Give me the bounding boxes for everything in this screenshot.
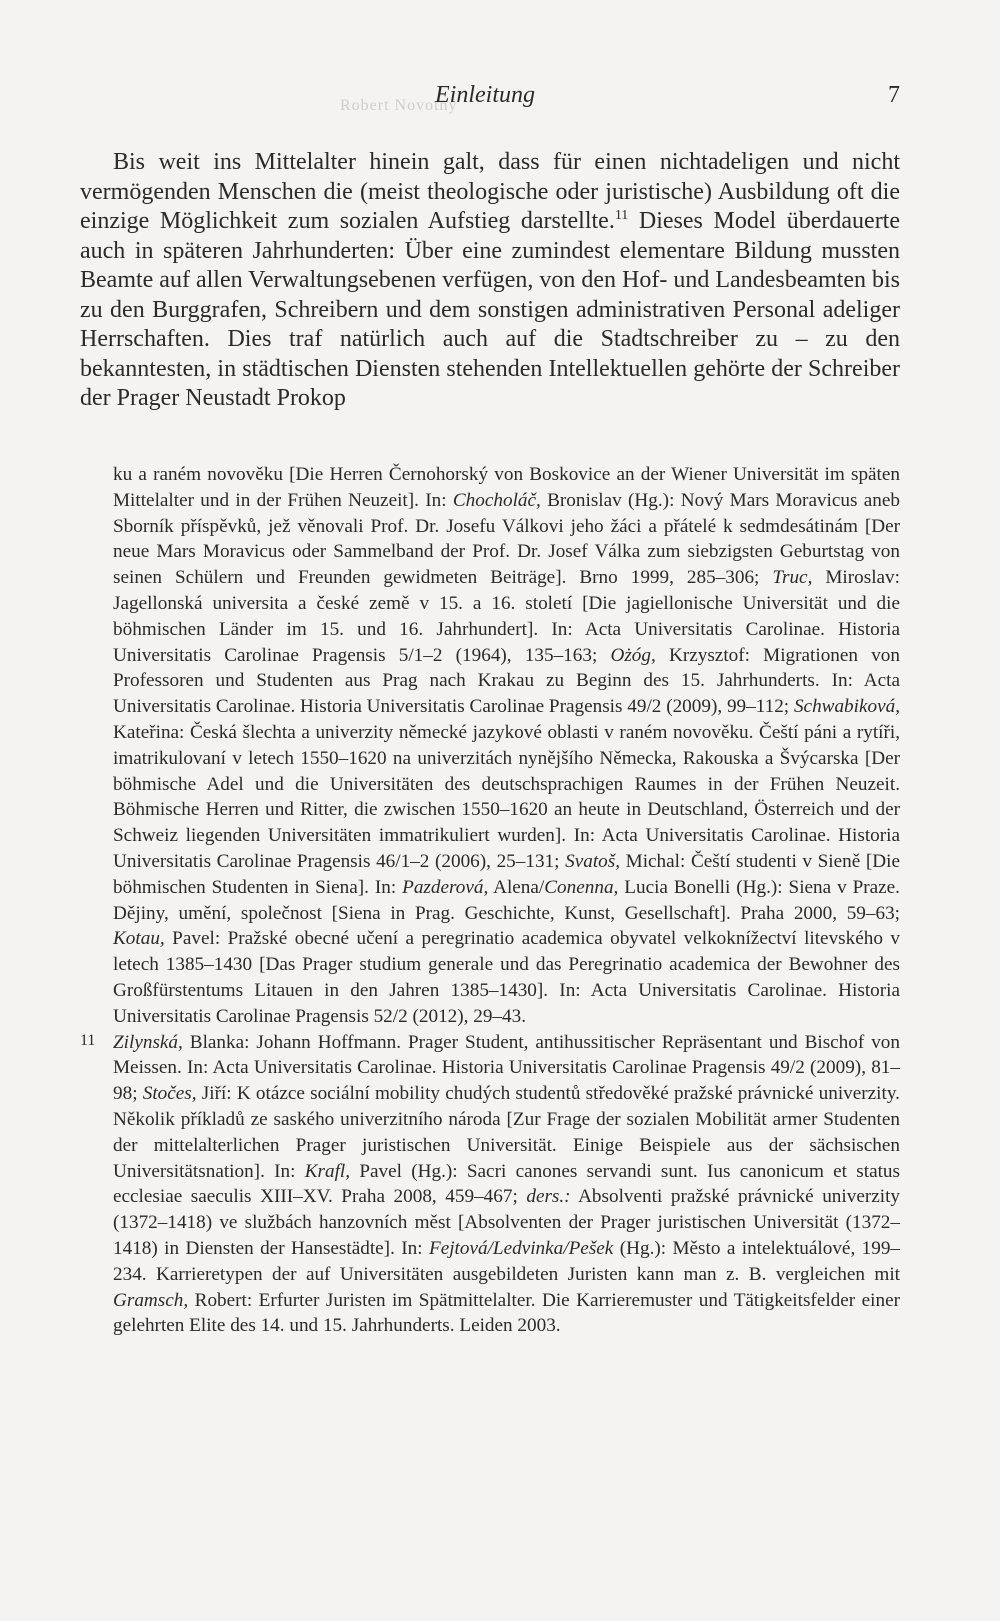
bleed-through-text: Robert Novotný [340, 97, 458, 114]
footnote-text: Blanka: Johann Hoffmann. Prager Student, antihussitischer Repräsentant und Bischof von Meissen. In: Acta Universitatis Carolinae. Historia Universitatis Carolinae Pragensis 49/2 (2009), 81–98; [113, 1031, 900, 1105]
author-name: Stočes, [142, 1083, 197, 1105]
footnote-text: Pavel: Pražské obecné učení a peregrinatio academica obyvatel velkoknížectví litevského v letech 1385–1430 [Das Prager studium generale und das Peregrinatio academica der Bewohner des Großfürstentums Litauen in den Jahren 1385–1430]. In: Acta Universitatis Carolinae. Historia Universitatis Carolinae Pragensis 52/2 (2012), 29–43. [113, 928, 900, 1027]
body-paragraph [80, 148, 900, 414]
footnote-text: (Hg.): Město a intelektuálové, 199–234. Karrieretypen der auf Universitäten ausgebildeten Juristen kann man z. B. vergleichen mit [113, 1237, 901, 1285]
footnote-text: Kateřina: Česká šlechta a univerzity německé jazykové oblasti v raném novověku. Čeští páni a rytíři, imatrikulovaní v letech 1550–1620 na univerzitách nynějšího Německa, Rakouska a Švýcarska [Der böhmische Adel und die Universitäten des deutschsprachigen Raumes in der Frühen Neuzeit. Böhmische Herren und Ritter, die zwischen 1550–1620 an heute in Deutschland, Österreich und der Schweiz liegenden Universitäten immatrikuliert wurden]. In: Acta Universitatis Carolinae. Historia Universitatis Carolinae Pragensis 46/1–2 (2006), 25–131; [113, 721, 900, 872]
footnotes-section [80, 462, 900, 1339]
page-number: 7 [888, 82, 900, 108]
paragraph-text: Bis weit ins Mittelalter hinein galt, dass für einen nichtadeligen und nicht vermögenden Menschen die (meist theologische oder juristische) Ausbildung oft die einzige Möglichkeit zum sozialen Aufstieg darstellte. [80, 149, 900, 234]
author-name: Krafl, [304, 1160, 351, 1182]
footnote-text: Pavel (Hg.): Sacri canones servandi sunt. Ius canonicum et status ecclesiae saeculis XIII–XV. Praha 2008, 459–467; [113, 1160, 900, 1208]
author-name: Conenna, [544, 876, 619, 898]
paragraph-text: Dieses Model überdauerte auch in späteren Jahrhunderten: Über eine zumindest elementare Bildung mussten Beamte auf allen Verwaltungsebenen verfügen, von den Hof- und Landesbeamten bis zu den Burggrafen, Schreibern und dem sonstigen administrativen Personal adeliger Herrschaften. Dies traf natürlich auch auf die Stadtschreiber zu – zu den bekanntesten, in städtischen Diensten stehenden Intellektuellen gehörte der Schreiber der Prager Neustadt Prokop [80, 208, 900, 411]
author-name: Ożóg, [610, 644, 656, 666]
chapter-title: Einleitung [435, 82, 535, 108]
footnote-11 [80, 1030, 900, 1340]
footnote-text: Absolventi pražské právnické univerzity (1372–1418) ve službách hanzovních měst [Absolventen der Prager juristischen Universität (1372–1418) in Diensten der Hansestädte]. In: [113, 1186, 900, 1259]
footnote-text: Lucia Bonelli (Hg.): Siena v Praze. Dějiny, umění, společnost [Siena in Prag. Geschichte, Kunst, Gesellschaft]. Praha 2000, 59–63; [113, 876, 900, 924]
footnote-text: Robert: Erfurter Juristen im Spätmittelalter. Die Karrieremuster und Tätigkeitsfelder einer gelehrten Elite des 14. und 15. Jahrhunderts. Leiden 2003. [113, 1289, 900, 1337]
author-name: Fejtová/Ledvinka/Pešek [428, 1237, 614, 1259]
footnote-text: Bronislav (Hg.): Nový Mars Moravicus aneb Sborník příspěvků, jež věnovali Prof. Dr. Josefu Válkovi jeho žáci a přátelé k sedmdesátinám [Der neue Mars Moravicus oder Sammelband der Prof. Dr. Josef Válka zum siebzigsten Geburtstag von seinen Schülern und Freunden gewidmeten Beiträge]. Brno 1999, 285–306; [113, 489, 900, 589]
paragraph [80, 148, 900, 414]
author-name: Zilynská, [113, 1031, 183, 1053]
footnote-text: ku a raném novověku [Die Herren Černohorský von Boskovice an der Wiener Universität im späten Mittelalter und in der Frühen Neuzeit]. In: [113, 464, 900, 511]
author-name: Gramsch, [113, 1289, 189, 1311]
footnote-text: Alena/ [488, 876, 545, 898]
author-name: Svatoš, [565, 850, 621, 872]
author-name: Kotau, [113, 928, 165, 950]
author-name: Chocholáč, [452, 489, 541, 511]
footnote-text: Krzysztof: Migrationen von Professoren und Studenten aus Prag nach Krakau zu Beginn des 15. Jahrhunderts. In: Acta Universitatis Carolinae. Historia Universitatis Carolinae Pragensis 49/2 (2009), 99–112; [113, 644, 900, 718]
footnote-text: Jiří: K otázce sociální mobility chudých studentů středověké pražské právnické univerzity. Několik příkladů ze saského univerzitního národa [Zur Frage der sozialen Mobilität armer Studenten der mittelalterlichen Prager juristischen Universität. Einige Beispiele aus der sächsischen Universitätsnation]. In: [113, 1083, 900, 1182]
footnote-text: Michal: Čeští studenti v Sieně [Die böhmischen Studenten in Siena]. In: [113, 850, 900, 898]
footnote-number: 11 [80, 1031, 96, 1049]
author-name: Pazderová, [402, 876, 489, 898]
footnote-reference[interactable]: 11 [614, 208, 629, 223]
footnote-text: Miroslav: Jagellonská universita a české země v 15. a 16. století [Die jagiellonische Universität und die böhmischen Länder im 15. und 16. Jahrhundert]. In: Acta Universitatis Carolinae. Historia Universitatis Carolinae Pragensis 5/1–2 (1964), 135–163; [113, 567, 900, 666]
author-name: Schwabiková, [793, 696, 900, 718]
footnote-continued [80, 462, 900, 1030]
author-name: Truc, [772, 567, 813, 589]
author-name: ders.: [526, 1186, 571, 1208]
running-header [80, 82, 900, 112]
